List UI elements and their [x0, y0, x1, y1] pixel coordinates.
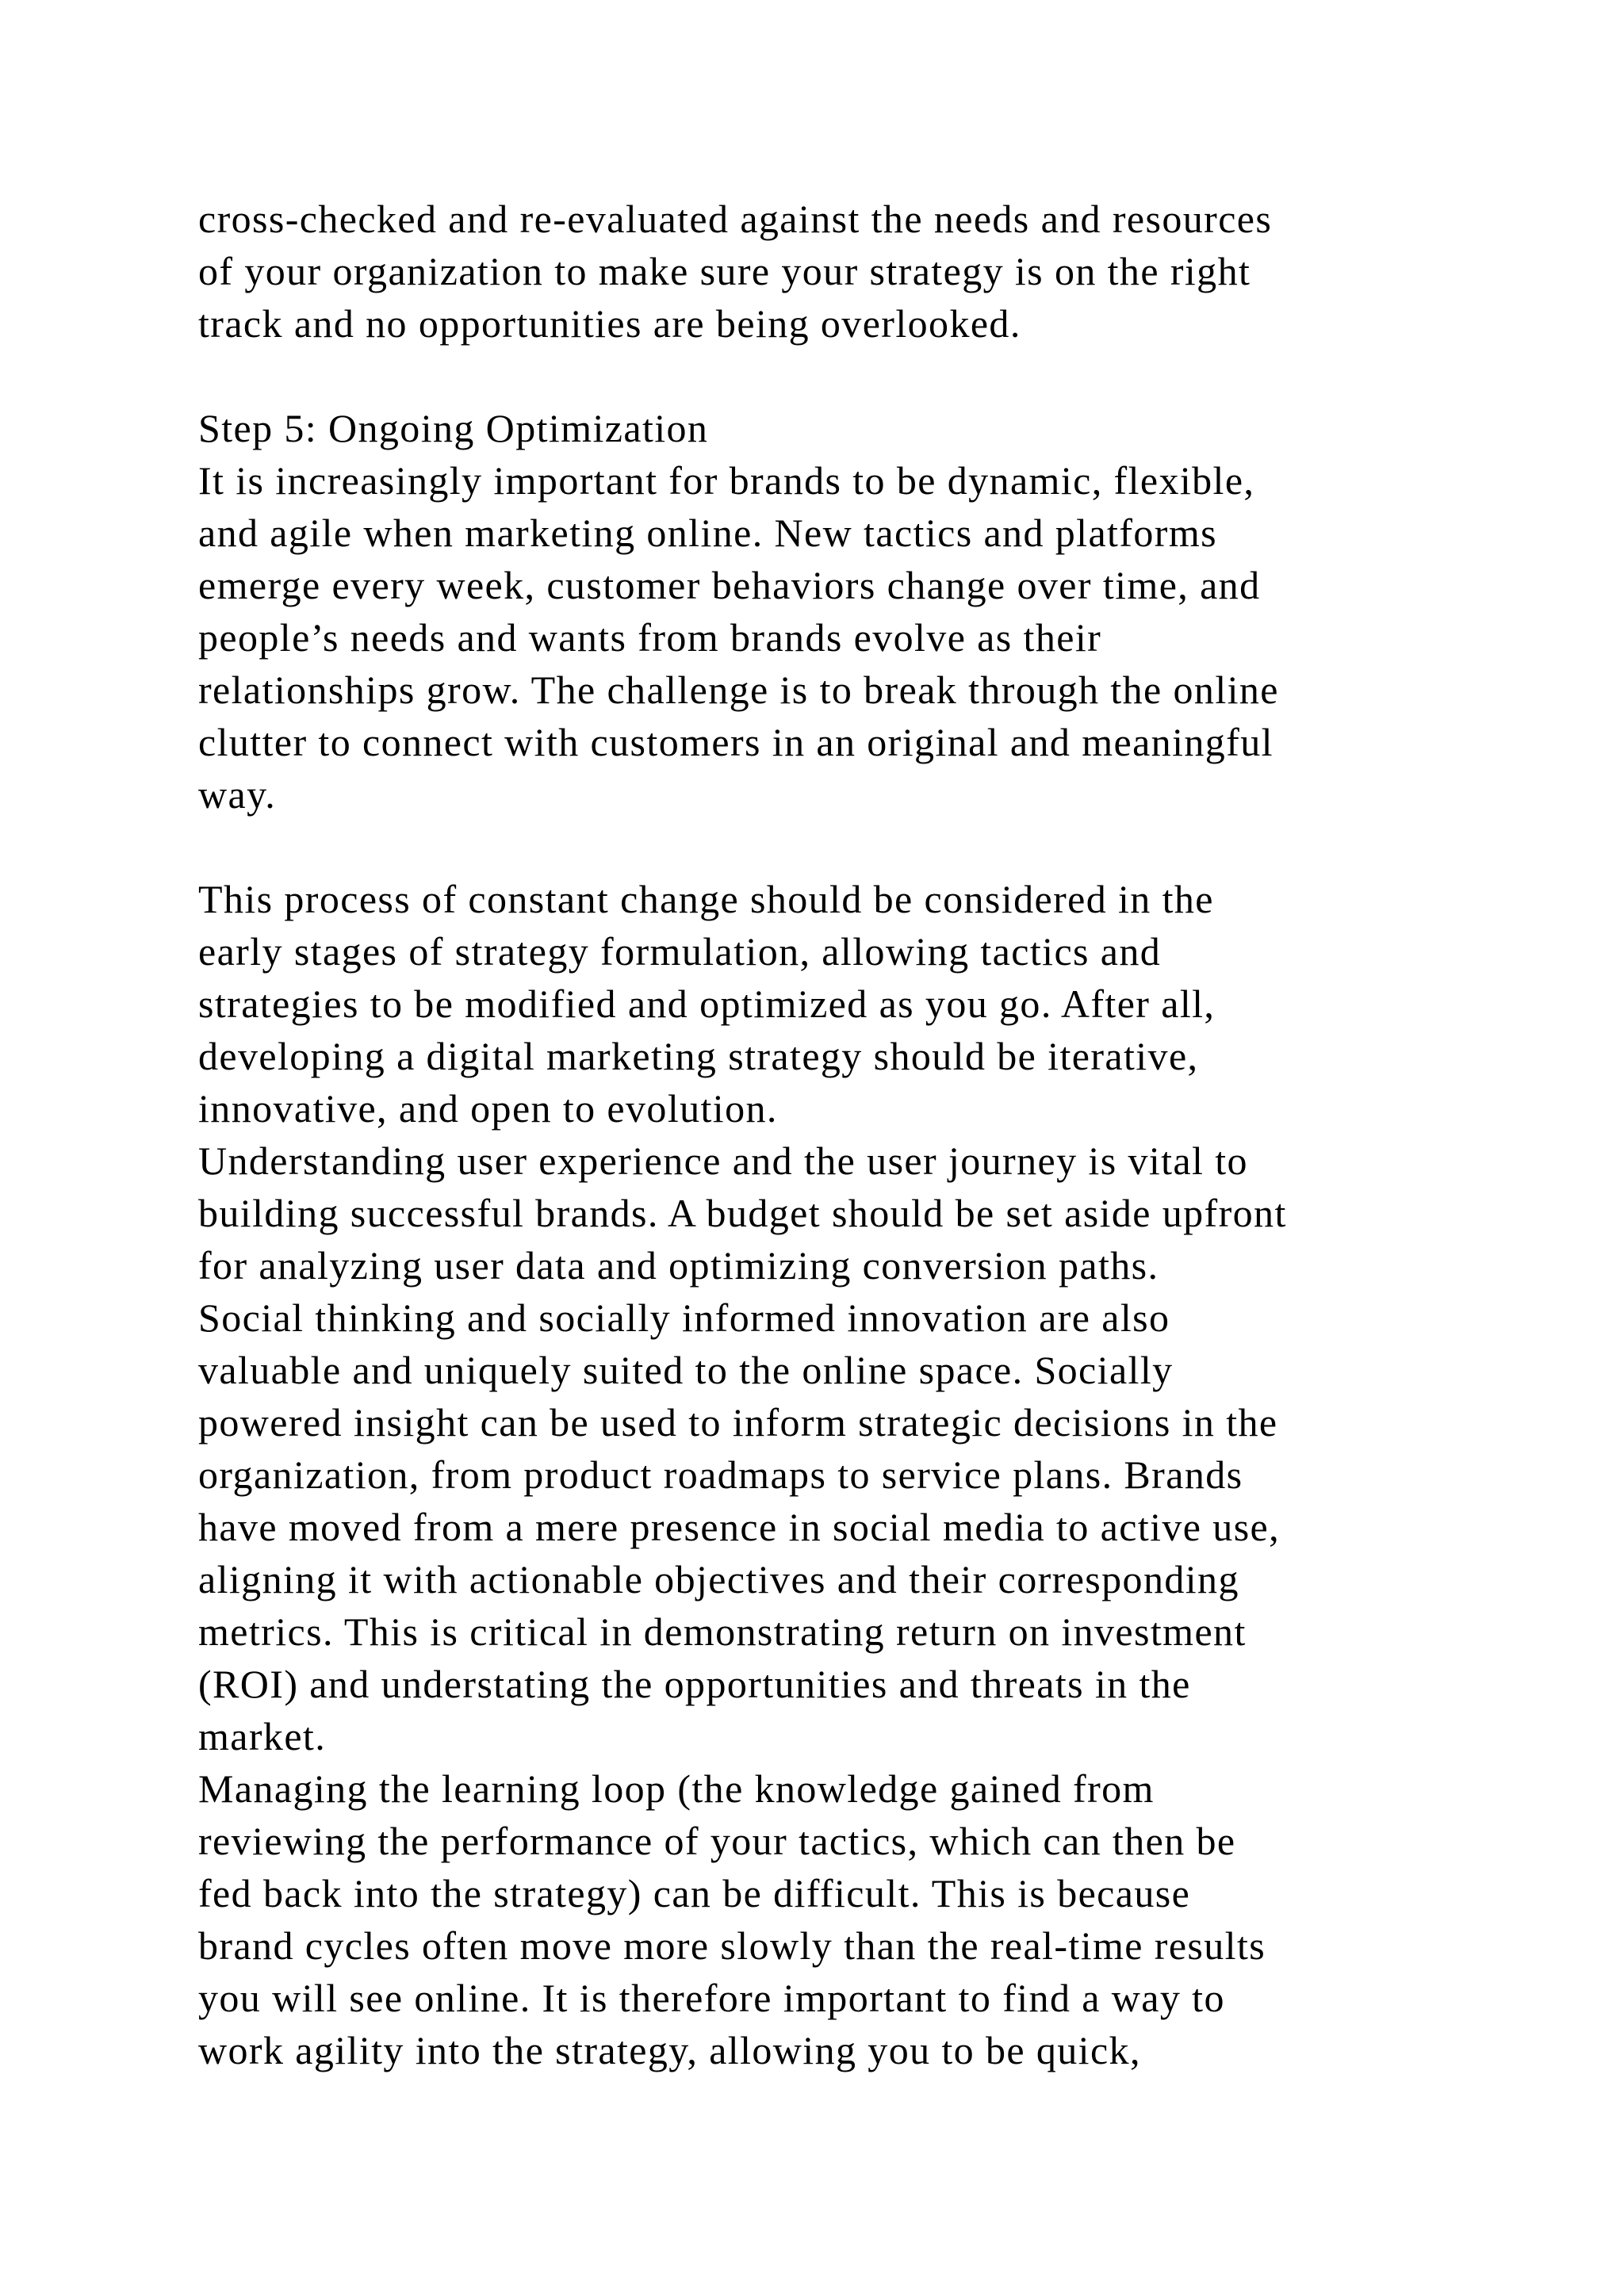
- text-line: strategies to be modified and optimized as you go. After all,: [198, 982, 1216, 1026]
- text-line: brand cycles often move more slowly than the real-time results: [198, 1923, 1266, 1968]
- text-line: powered insight can be used to inform strategic decisions in the: [198, 1400, 1278, 1445]
- text-line: market.: [198, 1714, 327, 1758]
- text-line: people’s needs and wants from brands evolve as their: [198, 615, 1102, 660]
- text-line: Managing the learning loop (the knowledge gained from: [198, 1766, 1155, 1811]
- text-line: way.: [198, 772, 277, 817]
- text-line: developing a digital marketing strategy should be iterative,: [198, 1034, 1199, 1078]
- text-line: Understanding user experience and the user journey is vital to: [198, 1138, 1248, 1183]
- text-line: organization, from product roadmaps to service plans. Brands: [198, 1452, 1243, 1497]
- text-line: and agile when marketing online. New tactics and platforms: [198, 511, 1217, 555]
- paragraph-gap: [198, 821, 1562, 873]
- text-line: (ROI) and understating the opportunities and threats in the: [198, 1662, 1191, 1706]
- text-line: Social thinking and socially informed innovation are also: [198, 1295, 1170, 1340]
- text-line: for analyzing user data and optimizing conversion paths.: [198, 1243, 1159, 1288]
- text-line: cross-checked and re-evaluated against the needs and resources: [198, 197, 1273, 241]
- paragraph-gap: [198, 350, 1562, 402]
- text-line: track and no opportunities are being overlooked.: [198, 301, 1021, 346]
- text-line: work agility into the strategy, allowing you to be quick,: [198, 2028, 1141, 2072]
- text-line: you will see online. It is therefore important to find a way to: [198, 1976, 1225, 2020]
- text-line: It is increasingly important for brands to be dynamic, flexible,: [198, 458, 1255, 503]
- text-line: relationships grow. The challenge is to break through the online: [198, 668, 1279, 712]
- text-line: emerge every week, customer behaviors change over time, and: [198, 563, 1261, 607]
- text-line: aligning it with actionable objectives and their corresponding: [198, 1557, 1239, 1601]
- text-line: of your organization to make sure your strategy is on the right: [198, 249, 1251, 293]
- text-line: This process of constant change should be considered in the: [198, 877, 1214, 921]
- text-line: building successful brands. A budget should be set aside upfront: [198, 1191, 1287, 1235]
- text-line: valuable and uniquely suited to the online space. Socially: [198, 1348, 1174, 1392]
- section-heading: Step 5: Ongoing Optimization: [198, 406, 709, 450]
- text-line: metrics. This is critical in demonstrating return on investment: [198, 1609, 1247, 1654]
- text-line: have moved from a mere presence in social media to active use,: [198, 1505, 1281, 1549]
- document-body: [198, 193, 1562, 2076]
- text-line: clutter to connect with customers in an original and meaningful: [198, 720, 1274, 764]
- text-line: innovative, and open to evolution.: [198, 1086, 778, 1131]
- text-line: fed back into the strategy) can be difficult. This is because: [198, 1871, 1191, 1915]
- text-line: early stages of strategy formulation, allowing tactics and: [198, 929, 1162, 974]
- text-line: reviewing the performance of your tactics, which can then be: [198, 1819, 1236, 1863]
